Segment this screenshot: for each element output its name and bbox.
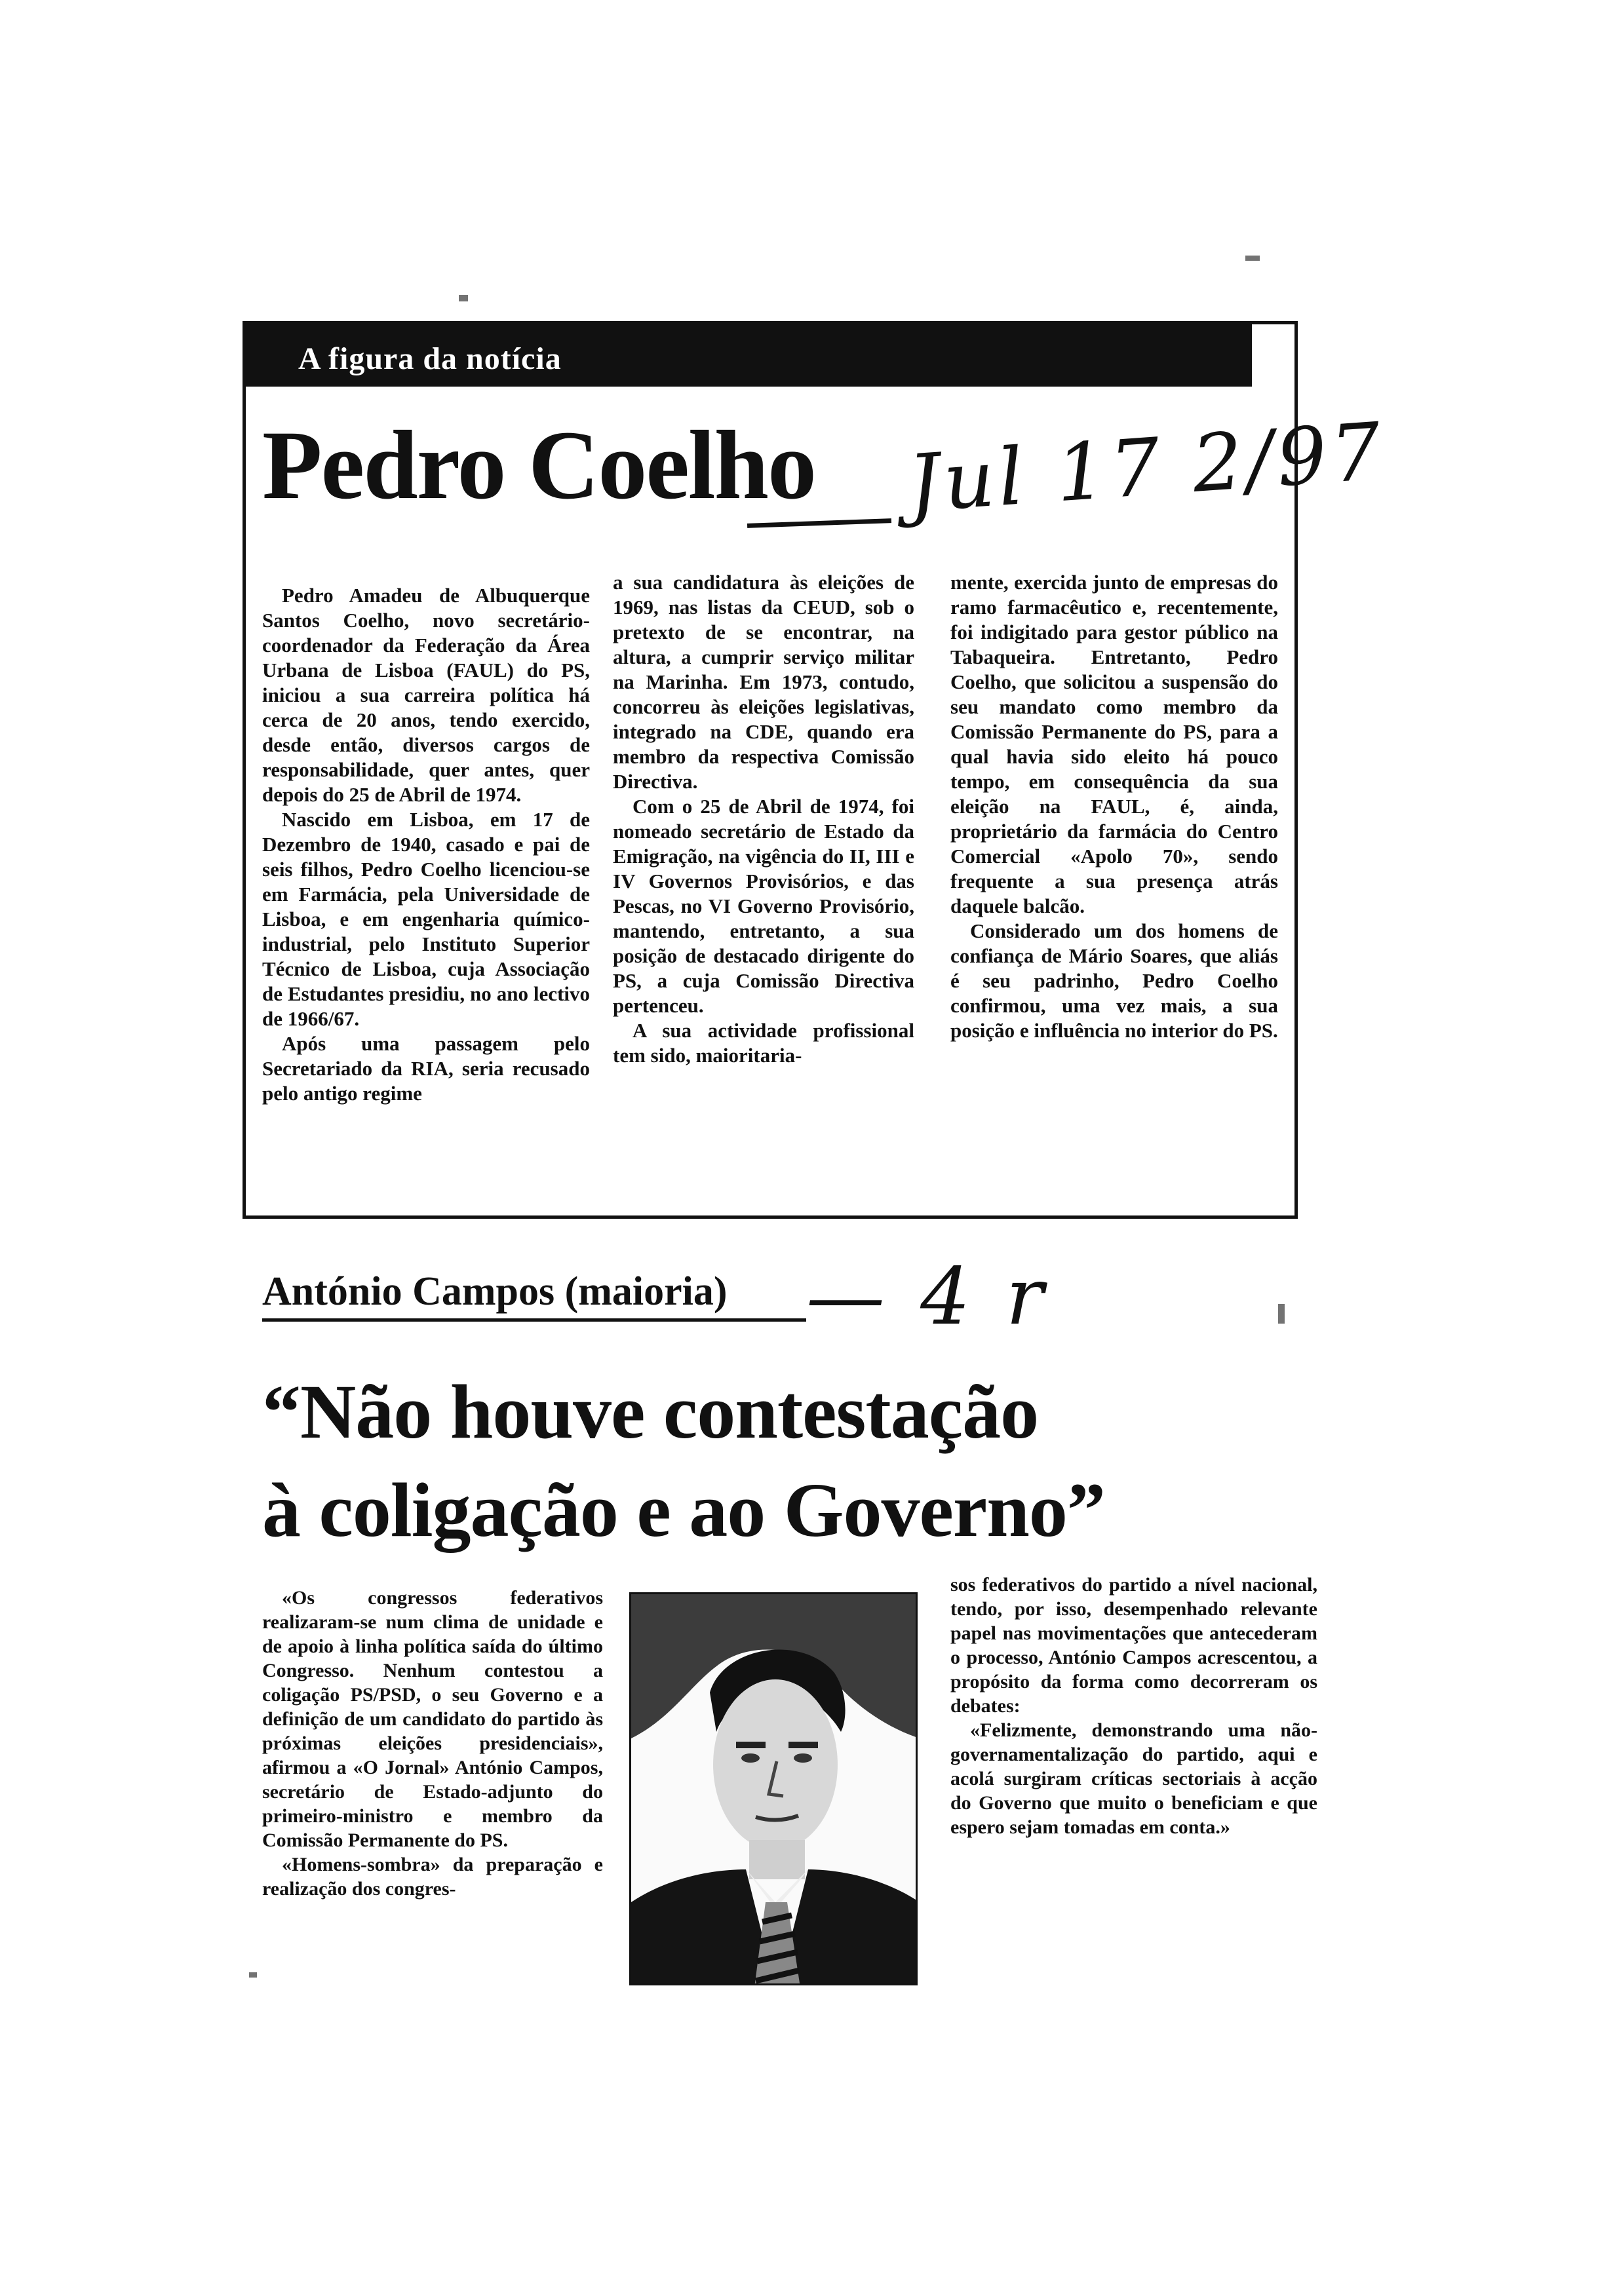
photocopy-speck [459, 295, 468, 301]
article-column-2 [950, 1573, 1317, 1839]
article-column-3 [950, 570, 1278, 1043]
article-column-2 [613, 570, 914, 1068]
paragraph: A sua actividade profissional tem sido, maioritaria- [613, 1019, 914, 1067]
section-kicker: A figura da notícia [298, 341, 562, 376]
paragraph: Considerado um dos homens de confiança de Mário Soares, que aliás é seu padrinho, Pedro Coelho confirmou, uma vez mais, a sua posição e influência no interior do PS. [950, 919, 1278, 1042]
paragraph: «Os congressos federativos realizaram-se num clima de unidade e de apoio à linha política saída do último Congresso. Nenhum contestou a coligação PS/PSD, o seu Governo e a definição de um candidato do partido às próximas eleições presidenciais», afirmou a «O Jornal» António Campos, secretário de Estado-adjunto do primeiro-ministro e membro da Comissão Permanente do PS. [262, 1587, 603, 1851]
article-headline [262, 1363, 1311, 1559]
headline-line: “Não houve contestação [262, 1369, 1039, 1455]
portrait-photo [629, 1592, 918, 1985]
paragraph: Após uma passagem pelo Secretariado da RIA, seria recusado pelo antigo regime [262, 1032, 590, 1105]
photocopy-speck [1245, 256, 1260, 261]
paragraph: Nascido em Lisboa, em 17 de Dezembro de 1940, casado e pai de seis filhos, Pedro Coelho licenciou-se em Farmácia, pela Universidade de Lisboa, e em engenharia químico-industrial, pelo Instituto Superior Técnico de Lisboa, cuja Associação de Estudantes presidiu, no ano lectivo de 1966/67. [262, 808, 590, 1030]
handwritten-annotation: Jul 17 2/97 [905, 406, 1388, 531]
photocopy-speck [249, 1972, 257, 1978]
paragraph: «Homens-sombra» da preparação e realização dos congres- [262, 1854, 603, 1900]
article-overline: António Campos (maioria) [262, 1269, 728, 1314]
paragraph: a sua candidatura às eleições de 1969, nas listas da CEUD, sob o pretexto de se encontrar, na altura, a cumprir serviço militar na Marinha. Em 1973, contudo, concorreu às eleições legislativas, integrado na CDE, quando era membro da respectiva Comissão Directiva. [613, 571, 914, 793]
article-headline: Pedro Coelho [262, 411, 815, 520]
paragraph: Com o 25 de Abril de 1974, foi nomeado secretário de Estado da Emigração, na vigência do II, III e IV Governos Provisórios, e das Pescas, no VI Governo Provisório, mantendo, entretanto, a sua posição de destacado dirigente do PS, a cuja Comissão Directiva pertenceu. [613, 795, 914, 1017]
overline-underline [262, 1318, 806, 1322]
headline-line: à coligação e ao Governo” [262, 1467, 1105, 1553]
paragraph: mente, exercida junto de empresas do ramo farmacêutico e, recentemente, foi indigitado para gestor público na Tabaqueira. Entretanto, Pedro Coelho, que solicitou a suspensão do seu mandato como membro da Comissão Permanente do PS, para a qual havia sido eleito há pouco tempo, em consequência da sua eleição na FAUL, é, ainda, proprietário da farmácia do Centro Comercial «Apolo 70», sendo frequente a sua presença atrás daquele balcão. [950, 571, 1278, 917]
handwritten-annotation: — 4 r [806, 1252, 1049, 1343]
portrait-image [631, 1594, 918, 1985]
article-column-1 [262, 583, 590, 1106]
photocopy-speck [1278, 1304, 1285, 1324]
paragraph: sos federativos do partido a nível nacional, tendo, por isso, desempenhado relevante papel nas movimentações que antecederam o processo, António Campos acrescentou, a propósito da forma como decorreram os debates: [950, 1574, 1317, 1717]
article-column-1 [262, 1586, 603, 1901]
paragraph: «Felizmente, demonstrando uma não-governamentalização do partido, aqui e acolá surgiram críticas sectoriais à acção do Governo que muito o beneficiam e que espero sejam tomadas em conta.» [950, 1719, 1317, 1838]
paragraph: Pedro Amadeu de Albuquerque Santos Coelho, novo secretário-coordenador da Federação da Área Urbana de Lisboa (FAUL) do PS, iniciou a sua carreira política há cerca de 20 anos, tendo exercido, desde então, diversos cargos de responsabilidade, quer antes, quer depois do 25 de Abril de 1974. [262, 584, 590, 806]
